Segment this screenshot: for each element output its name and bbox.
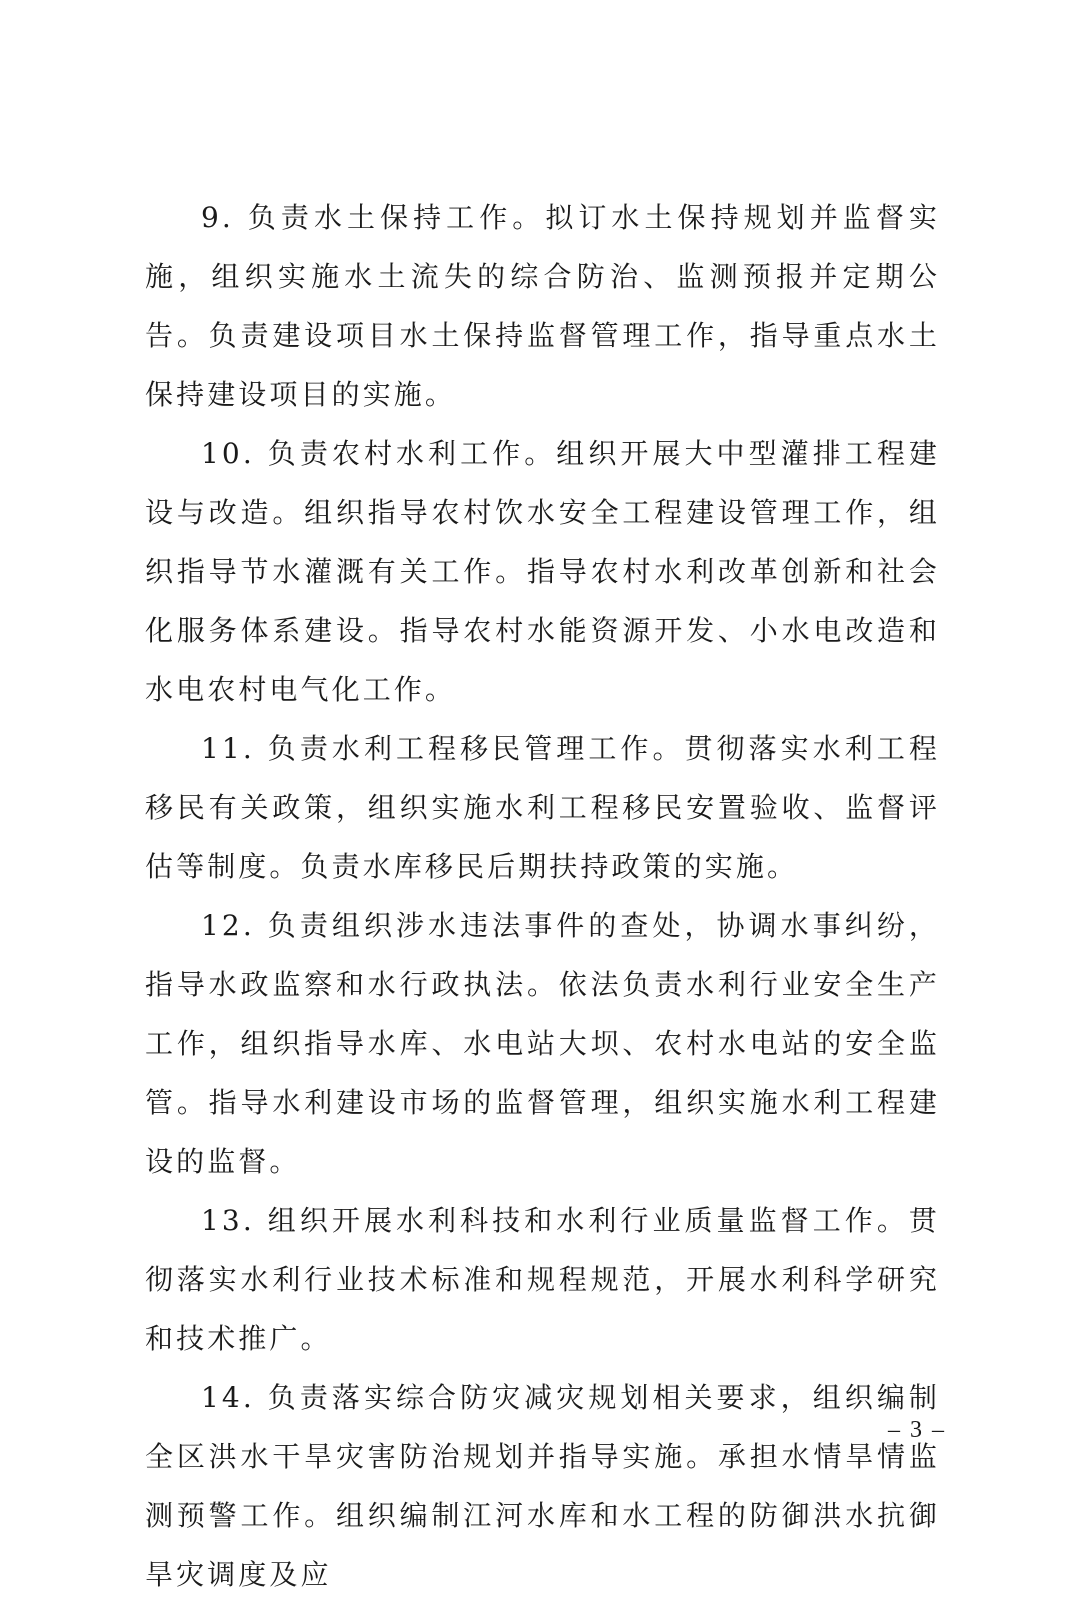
paragraph-item-12: 12. 负责组织涉水违法事件的查处，协调水事纠纷，指导水政监察和水行政执法。依法负责水利行业安全生产工作，组织指导水库、水电站大坝、农村水电站的安全监管。指导水利建设市场的监督管理，组织实施水利工程建设的监督。 xyxy=(145,909,940,1178)
paragraph-item-14: 14. 负责落实综合防灾减灾规划相关要求，组织编制全区洪水干旱灾害防治规划并指导实施。承担水情旱情监测预警工作。组织编制江河水库和水工程的防御洪水抗御旱灾调度及应 xyxy=(145,1381,940,1591)
paragraph-item-10: 10. 负责农村水利工作。组织开展大中型灌排工程建设与改造。组织指导农村饮水安全工程建设管理工作，组织指导节水灌溉有关工作。指导农村水利改革创新和社会化服务体系建设。指导农村水能资源开发、小水电改造和水电农村电气化工作。 xyxy=(145,437,940,706)
document-body xyxy=(145,188,940,1604)
page-number: – 3 – xyxy=(888,1417,946,1443)
paragraph-item-9: 9. 负责水土保持工作。拟订水土保持规划并监督实施，组织实施水土流失的综合防治、监测预报并定期公告。负责建设项目水土保持监督管理工作，指导重点水土保持建设项目的实施。 xyxy=(145,201,940,411)
paragraph-item-11: 11. 负责水利工程移民管理工作。贯彻落实水利工程移民有关政策，组织实施水利工程移民安置验收、监督评估等制度。负责水库移民后期扶持政策的实施。 xyxy=(145,732,940,883)
paragraph-item-13: 13. 组织开展水利科技和水利行业质量监督工作。贯彻落实水利行业技术标准和规程规范，开展水利科学研究和技术推广。 xyxy=(145,1204,940,1355)
